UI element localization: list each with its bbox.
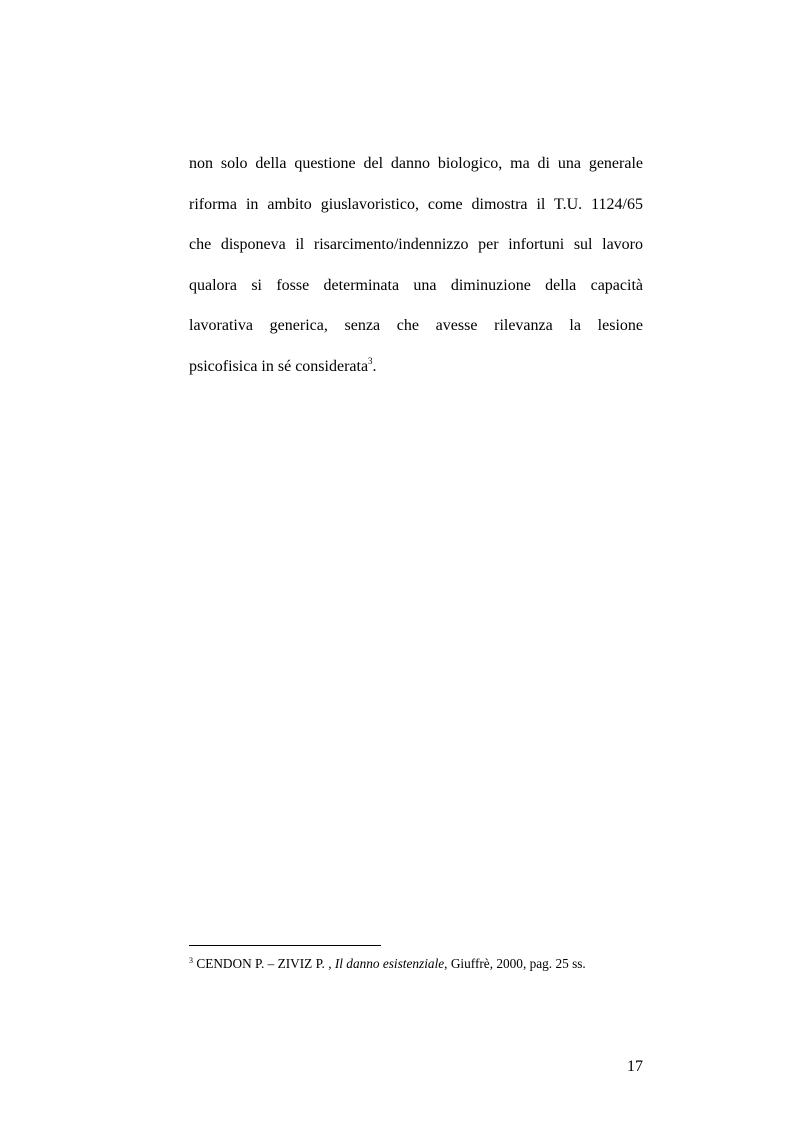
footnote-marker: 3 <box>189 956 193 965</box>
body-line-last <box>189 347 643 388</box>
body-line: qualora si fosse determinata una diminuzione della capacità <box>189 276 643 294</box>
body-line: lavorativa generica, senza che avesse rilevanza la lesione <box>189 317 643 334</box>
footnote <box>189 955 643 973</box>
body-line-text: psicofisica in sé considerata <box>189 357 369 375</box>
footnote-publication: , Giuffrè, 2000, pag. 25 ss. <box>444 956 586 971</box>
page-number: 17 <box>627 1058 643 1075</box>
body-line: che disponeva il risarcimento/indennizzo per infortuni sul lavoro <box>189 236 643 253</box>
body-paragraph <box>189 144 643 387</box>
footnote-separator <box>189 945 381 946</box>
footnote-title: Il danno esistenziale <box>334 956 445 971</box>
footnote-reference[interactable]: 3 <box>368 355 373 366</box>
sentence-end: . <box>372 357 377 375</box>
body-line: non solo della questione del danno biologico, ma di una generale <box>189 155 643 172</box>
footnote-authors: CENDON P. – ZIVIZ P. , <box>193 956 335 971</box>
body-line: riforma in ambito giuslavoristico, come dimostra il T.U. 1124/65 <box>189 195 643 213</box>
